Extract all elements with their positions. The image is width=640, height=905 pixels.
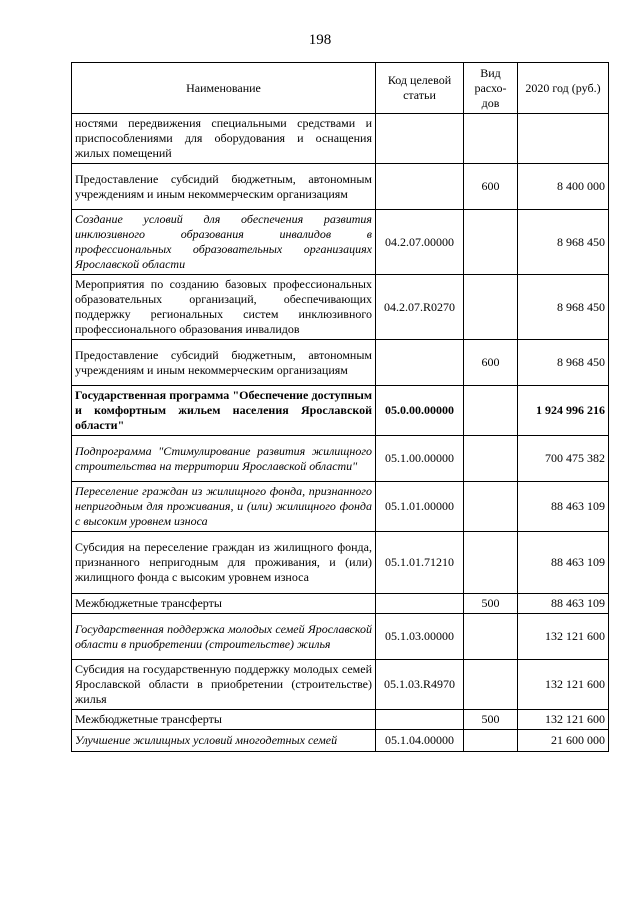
row-name: Предоставление субсидий бюджетным, автономным учреждениям и иным некоммерческим организациям	[72, 340, 376, 386]
table-row	[72, 164, 609, 210]
table-row	[72, 275, 609, 340]
row-sum: 1 924 996 216	[518, 386, 609, 436]
row-name: Государственная поддержка молодых семей Ярославской области в приобретении (строительстве) жилья	[72, 614, 376, 660]
row-sum: 8 968 450	[518, 275, 609, 340]
row-sum: 88 463 109	[518, 594, 609, 614]
row-kind	[464, 210, 518, 275]
row-kind	[464, 275, 518, 340]
row-code: 05.1.04.00000	[376, 730, 464, 752]
row-sum: 700 475 382	[518, 436, 609, 482]
table-row	[72, 436, 609, 482]
row-kind	[464, 614, 518, 660]
table-row	[72, 386, 609, 436]
row-name: Подпрограмма "Стимулирование развития жилищного строительства на территории Ярославской области"	[72, 436, 376, 482]
table-row	[72, 114, 609, 164]
budget-table	[71, 62, 609, 752]
row-name: Создание условий для обеспечения развития инклюзивного образования инвалидов в профессиональных образовательных организациях Ярославской области	[72, 210, 376, 275]
row-name: Субсидия на государственную поддержку молодых семей Ярославской области в приобретении (строительстве) жилья	[72, 660, 376, 710]
row-sum: 132 121 600	[518, 614, 609, 660]
row-sum: 132 121 600	[518, 660, 609, 710]
row-name: Государственная программа "Обеспечение доступным и комфортным жильем населения Ярославской области"	[72, 386, 376, 436]
row-code: 05.1.03.R4970	[376, 660, 464, 710]
row-code	[376, 340, 464, 386]
row-kind: 500	[464, 710, 518, 730]
table-row	[72, 660, 609, 710]
row-code: 05.1.01.00000	[376, 482, 464, 532]
header-name: Наименование	[72, 63, 376, 114]
row-code: 05.1.00.00000	[376, 436, 464, 482]
table-row	[72, 210, 609, 275]
row-kind	[464, 386, 518, 436]
row-code: 05.1.03.00000	[376, 614, 464, 660]
header-code: Код целевой статьи	[376, 63, 464, 114]
row-sum: 132 121 600	[518, 710, 609, 730]
row-kind	[464, 730, 518, 752]
row-sum: 88 463 109	[518, 532, 609, 594]
row-code: 04.2.07.R0270	[376, 275, 464, 340]
page-number: 198	[308, 32, 332, 48]
row-name: Улучшение жилищных условий многодетных семей	[72, 730, 376, 752]
row-code	[376, 710, 464, 730]
row-code	[376, 114, 464, 164]
header-kind: Вид расхо-дов	[464, 63, 518, 114]
table-row	[72, 532, 609, 594]
row-sum: 8 400 000	[518, 164, 609, 210]
row-sum	[518, 114, 609, 164]
row-name: Межбюджетные трансферты	[72, 710, 376, 730]
table-row	[72, 710, 609, 730]
row-name: Мероприятия по созданию базовых профессиональных образовательных организаций, обеспечивающих поддержку региональных систем инклюзивного профессионального образования инвалидов	[72, 275, 376, 340]
row-name: Межбюджетные трансферты	[72, 594, 376, 614]
row-name: Предоставление субсидий бюджетным, автономным учреждениям и иным некоммерческим организациям	[72, 164, 376, 210]
row-sum: 8 968 450	[518, 340, 609, 386]
row-code: 05.1.01.71210	[376, 532, 464, 594]
table-row	[72, 594, 609, 614]
row-sum: 21 600 000	[518, 730, 609, 752]
row-code: 04.2.07.00000	[376, 210, 464, 275]
row-kind	[464, 436, 518, 482]
table-body	[72, 114, 609, 752]
row-sum: 8 968 450	[518, 210, 609, 275]
row-code: 05.0.00.00000	[376, 386, 464, 436]
row-kind: 600	[464, 164, 518, 210]
row-kind: 500	[464, 594, 518, 614]
row-code	[376, 594, 464, 614]
row-kind	[464, 482, 518, 532]
row-name: Переселение граждан из жилищного фонда, признанного непригодным для проживания, и (или) жилищного фонда с высоким уровнем износа	[72, 482, 376, 532]
row-kind: 600	[464, 340, 518, 386]
table-row	[72, 340, 609, 386]
table-header-row	[72, 63, 609, 114]
row-kind	[464, 660, 518, 710]
row-name: Субсидия на переселение граждан из жилищного фонда, признанного непригодным для проживания, и (или) жилищного фонда с высоким уровнем износа	[72, 532, 376, 594]
table-row	[72, 614, 609, 660]
table-row	[72, 730, 609, 752]
row-kind	[464, 532, 518, 594]
table-row	[72, 482, 609, 532]
row-name: ностями передвижения специальными средствами и приспособлениями для оборудования и оснащения жилых помещений	[72, 114, 376, 164]
row-code	[376, 164, 464, 210]
row-kind	[464, 114, 518, 164]
header-sum: 2020 год (руб.)	[518, 63, 609, 114]
row-sum: 88 463 109	[518, 482, 609, 532]
